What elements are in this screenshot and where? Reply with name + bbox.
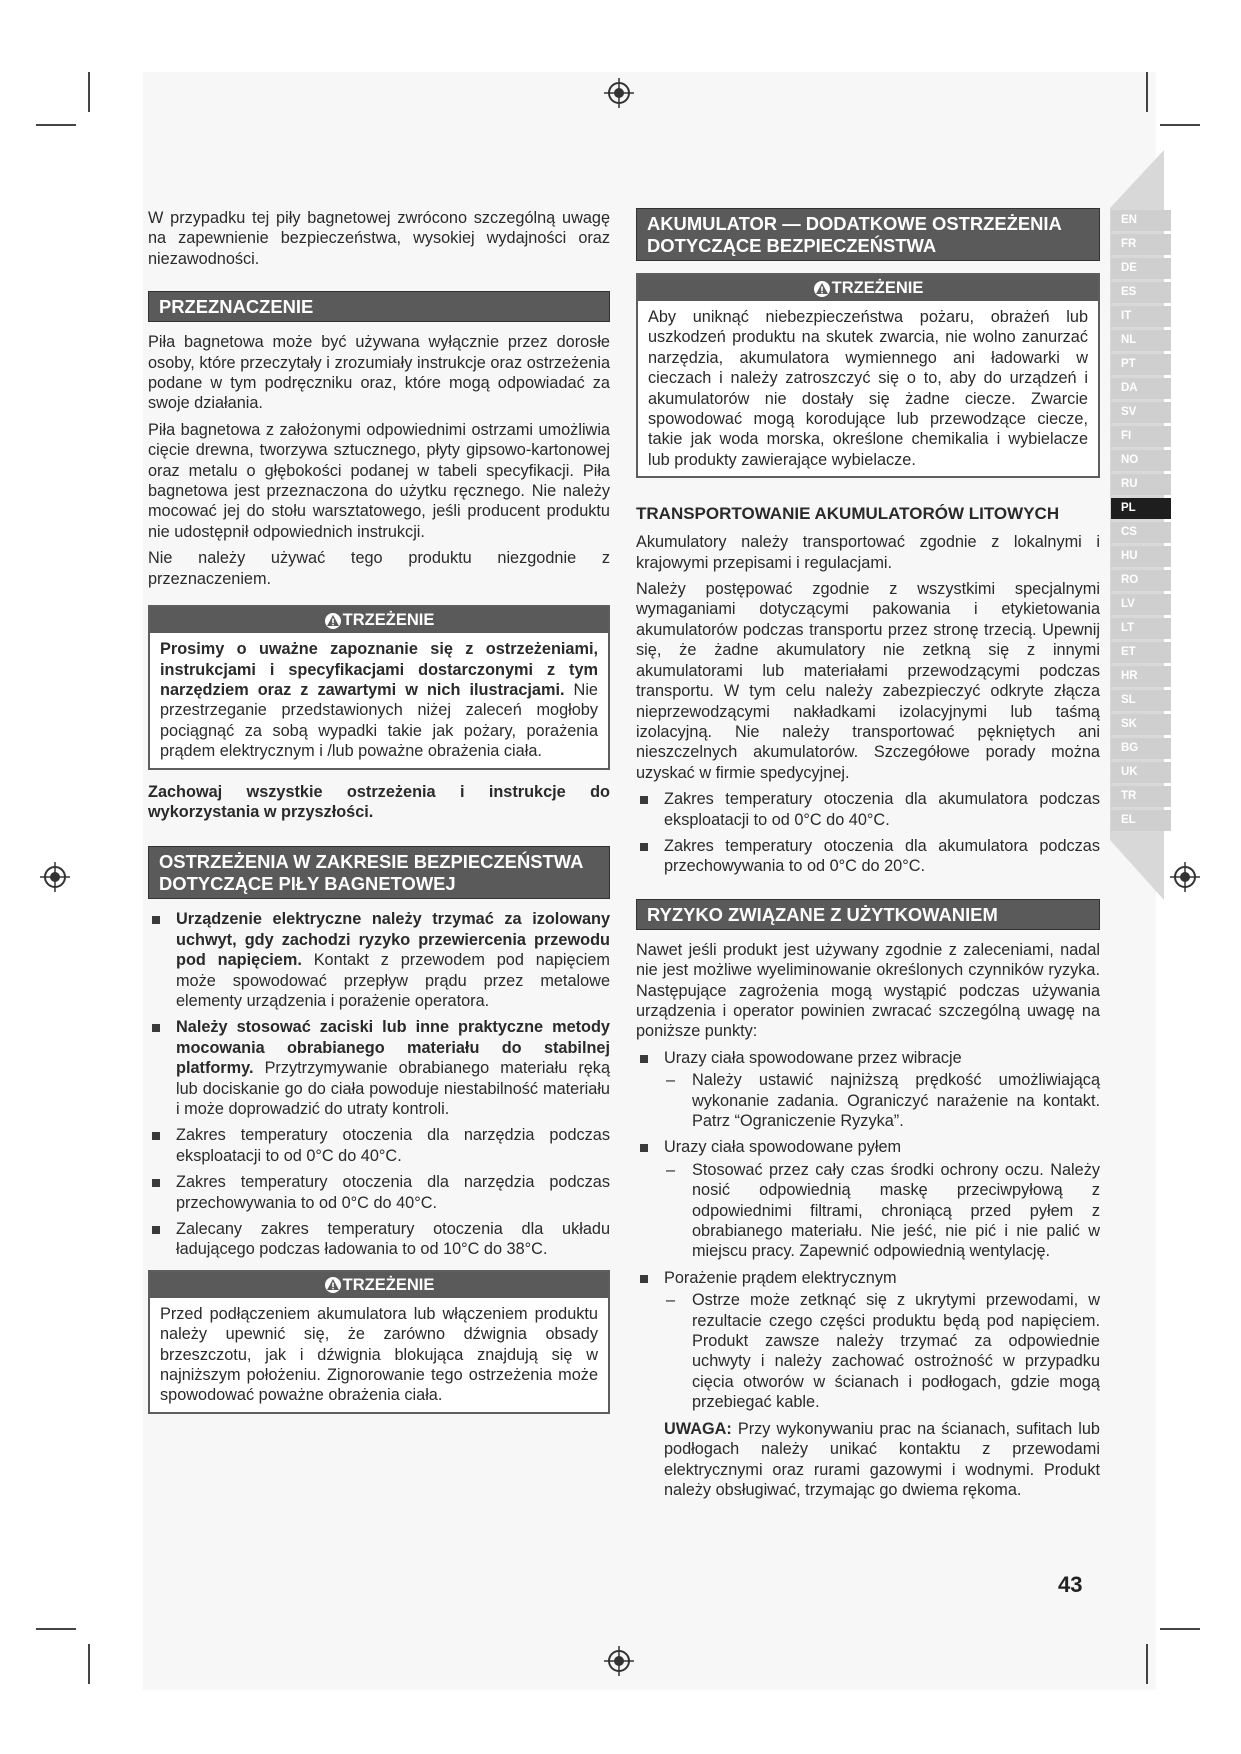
sub-list-item — [664, 1290, 1100, 1412]
language-tab-lv[interactable]: LV — [1111, 594, 1171, 615]
language-tab-de[interactable]: DE — [1111, 258, 1171, 279]
sub-list-item — [664, 1160, 1100, 1262]
warning-bold-text: Prosimy o uważne zapoznanie się z ostrzeżeniami, instrukcjami i specyfikacjami dostarczonymi z tym narzędziem oraz z zawartymi w nich ilustracjami. — [160, 640, 598, 699]
list-item-text: Urazy ciała spowodowane przez wibracje — [664, 1048, 962, 1067]
language-tab-cs[interactable]: CS — [1111, 522, 1171, 543]
warning-box — [148, 1270, 610, 1414]
crop-mark — [1146, 1644, 1148, 1684]
language-tab-fr[interactable]: FR — [1111, 234, 1171, 255]
list-item — [636, 836, 1100, 877]
warning-icon — [324, 612, 342, 630]
bullet-icon — [640, 1275, 648, 1283]
warning-header — [150, 1272, 608, 1298]
crop-mark — [1160, 1628, 1200, 1630]
warning-header-text: TRZEŻENIE — [831, 279, 924, 297]
language-tab-pt[interactable]: PT — [1111, 354, 1171, 375]
list-item-bold: Urządzenie elektryczne należy trzymać za izolowany uchwyt, gdy zachodzi ryzyko przewiercenia przewodu pod napięciem. — [176, 910, 610, 970]
warning-box — [636, 273, 1100, 478]
bullet-icon — [640, 796, 648, 804]
list-item-text: Zakres temperatury otoczenia dla narzędzia podczas przechowywania to od 0°C do 40°C. — [176, 1173, 610, 1212]
list-item-text: Zakres temperatury otoczenia dla akumulatora podczas eksploatacji to od 0°C do 40°C. — [664, 790, 1100, 829]
list-item-text: Porażenie prądem elektrycznym — [664, 1268, 897, 1287]
przeznaczenie-p1: Piła bagnetowa może być używana wyłącznie przez dorosłe osoby, które przeczytały i zrozumiały instrukcje oraz ostrzeżenia podane w tym podręczniku oraz, które mogą odpowiadać za swoje działania. — [148, 333, 610, 413]
uwaga-label: UWAGA: — [664, 1419, 732, 1438]
language-tab-sk[interactable]: SK — [1111, 714, 1171, 735]
language-tab-sv[interactable]: SV — [1111, 402, 1171, 423]
bullet-icon — [640, 1144, 648, 1152]
warning-icon — [324, 1276, 342, 1294]
language-tab-pl[interactable]: PL — [1111, 498, 1171, 519]
page-number: 43 — [1058, 1572, 1083, 1597]
warning-text — [160, 639, 598, 761]
list-item — [148, 1017, 610, 1119]
list-item — [148, 1172, 610, 1213]
language-tab-ru[interactable]: RU — [1111, 474, 1171, 495]
ryzyko-p1: Nawet jeśli produkt jest używany zgodnie z zaleceniami, nadal nie jest możliwe wyeliminowanie określonych czynników ryzyka. Następujące zagrożenia mogą wystąpić podczas używania urządzenia i operator powinien zwracać szczególną uwagę na poniższe punkty: — [636, 940, 1100, 1041]
warning-icon — [813, 280, 831, 298]
list-item-text: Zakres temperatury otoczenia dla narzędzia podczas eksploatacji to od 0°C do 40°C. — [176, 1126, 610, 1165]
list-item — [636, 1048, 1100, 1132]
language-tab-hr[interactable]: HR — [1111, 666, 1171, 687]
registration-mark-icon — [604, 78, 634, 108]
language-tab-es[interactable]: ES — [1111, 282, 1171, 303]
registration-mark-icon — [604, 1646, 634, 1676]
left-column — [148, 208, 610, 1426]
bullet-icon — [152, 1024, 160, 1032]
list-item — [148, 909, 610, 1011]
registration-mark-icon — [40, 862, 70, 892]
transport-p2: Należy postępować zgodnie z wszystkimi specjalnymi wymaganiami dotyczącymi pakowania i etykietowania akumulatorów podczas transportu przez stronę trzecią. Upewnij się, że żadne akumulatory nie zetkną się z innymi akumulatorami lub materiałami przewodzącymi podczas transportu. W tym celu należy zabezpieczyć odkryte złącza nieprzewodzącymi nakładkami izolacyjnymi lub taśmą izolacyjną. Nie należy transportować pękniętych ani nieszczelnych akumulatorów. Szczegółowe porady można uzyskać w firmie spedycyjnej. — [636, 580, 1100, 782]
warning-normal-text: Nie przestrzeganie przedstawionych niżej zaleceń mogłoby pociągnąć za sobą wypadki takie jak pożary, porażenia prądem elektrycznym i /lub poważne obrażenia ciała. — [160, 680, 598, 761]
uwaga-text: Przy wykonywaniu prac na ścianach, sufitach lub podłogach należy unikać kontaktu z przewodami elektrycznymi oraz rurami gazowymi i wodnymi. Produkt należy obsługiwać, trzymając go dwiema rękoma. — [664, 1419, 1100, 1499]
language-tab-da[interactable]: DA — [1111, 378, 1171, 399]
section-title-akumulator: AKUMULATOR — DODATKOWE OSTRZEŻENIA DOTYCZĄCE BEZPIECZEŃSTWA — [636, 208, 1100, 261]
language-tab-et[interactable]: ET — [1111, 642, 1171, 663]
dash-icon: – — [666, 1071, 676, 1090]
bullet-icon — [640, 1055, 648, 1063]
list-item-text: Przytrzymywanie obrabianego materiału ręką lub dociskanie go do ciała powoduje niestabilność materiału i może doprowadzić do utraty kontroli. — [176, 1059, 610, 1118]
sub-list-item-text: Stosować przez cały czas środki ochrony oczu. Należy nosić odpowiednią maskę przeciwpyłową z odpowiednimi filtrami, chroniącą przed pyłem z obrabianego materiału. Nie jeść, nie pić i nie palić w miejscu pracy. Zapewnić odpowiednią wentylację. — [692, 1160, 1100, 1261]
przeznaczenie-p3: Nie należy używać tego produktu niezgodnie z przeznaczeniem. — [148, 549, 610, 588]
crop-mark — [1160, 124, 1200, 126]
language-tab-tr[interactable]: TR — [1111, 786, 1171, 807]
list-item-bold: Należy stosować zaciski lub inne praktyczne metody mocowania obrabianego materiału do stabilnej platformy. — [176, 1018, 610, 1078]
language-tab-lt[interactable]: LT — [1111, 618, 1171, 639]
language-tab-nl[interactable]: NL — [1111, 330, 1171, 351]
bullet-icon — [152, 1132, 160, 1140]
dash-icon: – — [666, 1291, 676, 1310]
language-tab-it[interactable]: IT — [1111, 306, 1171, 327]
language-tab-no[interactable]: NO — [1111, 450, 1171, 471]
language-tab-fi[interactable]: FI — [1111, 426, 1171, 447]
section-title-transport: TRANSPORTOWANIE AKUMULATORÓW LITOWYCH — [636, 504, 1060, 524]
list-item — [148, 1219, 610, 1260]
warning-header — [150, 607, 608, 633]
list-item — [636, 1137, 1100, 1261]
intro-text: W przypadku tej piły bagnetowej zwrócono szczególną uwagę na zapewnienie bezpieczeństwa, wysokiej wydajności oraz niezawodności. — [148, 209, 610, 268]
sub-list-item-text: Należy ustawić najniższą prędkość umożliwiającą wykonanie zadania. Ograniczyć narażenie na kontakt. Patrz “Ograniczenie Ryzyka”. — [692, 1071, 1100, 1130]
sub-list-item — [664, 1070, 1100, 1131]
language-tab-el[interactable]: EL — [1111, 810, 1171, 831]
transport-p1: Akumulatory należy transportować zgodnie z lokalnymi i krajowymi przepisami i regulacjami. — [636, 533, 1100, 572]
bullet-icon — [152, 1226, 160, 1234]
language-tab-hu[interactable]: HU — [1111, 546, 1171, 567]
przeznaczenie-p2: Piła bagnetowa z założonymi odpowiednimi ostrzami umożliwia cięcie drewna, tworzywa sztucznego, płyty gipsowo-kartonowej oraz metalu o głębokości podanej w tabeli specyfikacji. Piła bagnetowa jest przeznaczona do użytku ręcznego. Nie należy mocować jej do stołu warsztatowego, jeśli producent produktu nie udostępnił odpowiednich instrukcji. — [148, 420, 610, 541]
bullet-icon — [152, 916, 160, 924]
language-tab-bg[interactable]: BG — [1111, 738, 1171, 759]
warning-header — [638, 275, 1098, 301]
warning-header-text: TRZEŻENIE — [342, 611, 435, 630]
language-tabs — [1111, 210, 1171, 834]
crop-mark — [88, 1644, 90, 1684]
section-title-safety: OSTRZEŻENIA W ZAKRESIE BEZPIECZEŃSTWA DOTYCZĄCE PIŁY BAGNETOWEJ — [148, 846, 610, 899]
bullet-icon — [640, 843, 648, 851]
crop-mark — [36, 124, 76, 126]
section-title-przeznaczenie: PRZEZNACZENIE — [148, 291, 610, 322]
crop-mark — [36, 1628, 76, 1630]
warning-text: Aby uniknąć niebezpieczeństwa pożaru, obrażeń lub uszkodzeń produktu na skutek zwarcia, nie wolno zanurzać narzędzia, akumulatora wymiennego ani ładowarki w cieczach i należy zatroszczyć się o to, aby do urządzeń i akumulatorów nie dostały się żadne ciecze. Zwarcie spowodować mogą korodujące lub przewodzące ciecze, takie jak woda morska, określone chemikalia i wybielacze lub produkty zawierające wybielacze. — [648, 308, 1088, 469]
language-tab-en[interactable]: EN — [1111, 210, 1171, 231]
list-item — [636, 1268, 1100, 1500]
dash-icon: – — [666, 1160, 676, 1179]
list-item-text: Zakres temperatury otoczenia dla akumulatora podczas przechowywania to od 0°C do 20°C. — [664, 836, 1100, 876]
language-tab-uk[interactable]: UK — [1111, 762, 1171, 783]
keep-instructions-note: Zachowaj wszystkie ostrzeżenia i instrukcje do wykorzystania w przyszłości. — [148, 782, 610, 821]
list-item — [636, 789, 1100, 830]
section-title-ryzyko: RYZYKO ZWIĄZANE Z UŻYTKOWANIEM — [636, 899, 1100, 930]
language-tab-ro[interactable]: RO — [1111, 570, 1171, 591]
crop-mark — [1146, 72, 1148, 112]
registration-mark-icon — [1170, 862, 1200, 892]
list-item-text: Urazy ciała spowodowane pyłem — [664, 1138, 902, 1157]
crop-mark — [88, 72, 90, 112]
list-item-text: Zalecany zakres temperatury otoczenia dla układu ładującego podczas ładowania to od 10°C do 38°C. — [176, 1220, 610, 1259]
language-tab-sl[interactable]: SL — [1111, 690, 1171, 711]
list-item-text: Kontakt z przewodem pod napięciem może spowodować przepływ prądu przez metalowe elementy urządzenia i porażenie operatora. — [176, 951, 610, 1010]
sub-list-item-text: Ostrze może zetknąć się z ukrytymi przewodami, w rezultacie czego części produktu będą pod napięciem. Produkt zawsze należy trzymać za odpowiednie uchwyty i należy zachować ostrożność w przypadku cięcia otworów w ścianach i podłogach, gdzie mogą przebiegać kable. — [692, 1291, 1100, 1412]
list-item — [148, 1125, 610, 1166]
warning-box — [148, 605, 610, 769]
warning-text: Przed podłączeniem akumulatora lub włączeniem produktu należy upewnić się, że zarówno dźwignia obsady brzeszczotu, jak i dźwignia blokująca znajdują się w najniższym położeniu. Zignorowanie tego ostrzeżenia może spowodować poważne obrażenia ciała. — [160, 1304, 598, 1405]
uwaga-note — [664, 1419, 1100, 1501]
warning-header-text: TRZEŻENIE — [342, 1275, 435, 1294]
bullet-icon — [152, 1179, 160, 1187]
right-column — [636, 208, 1100, 1506]
